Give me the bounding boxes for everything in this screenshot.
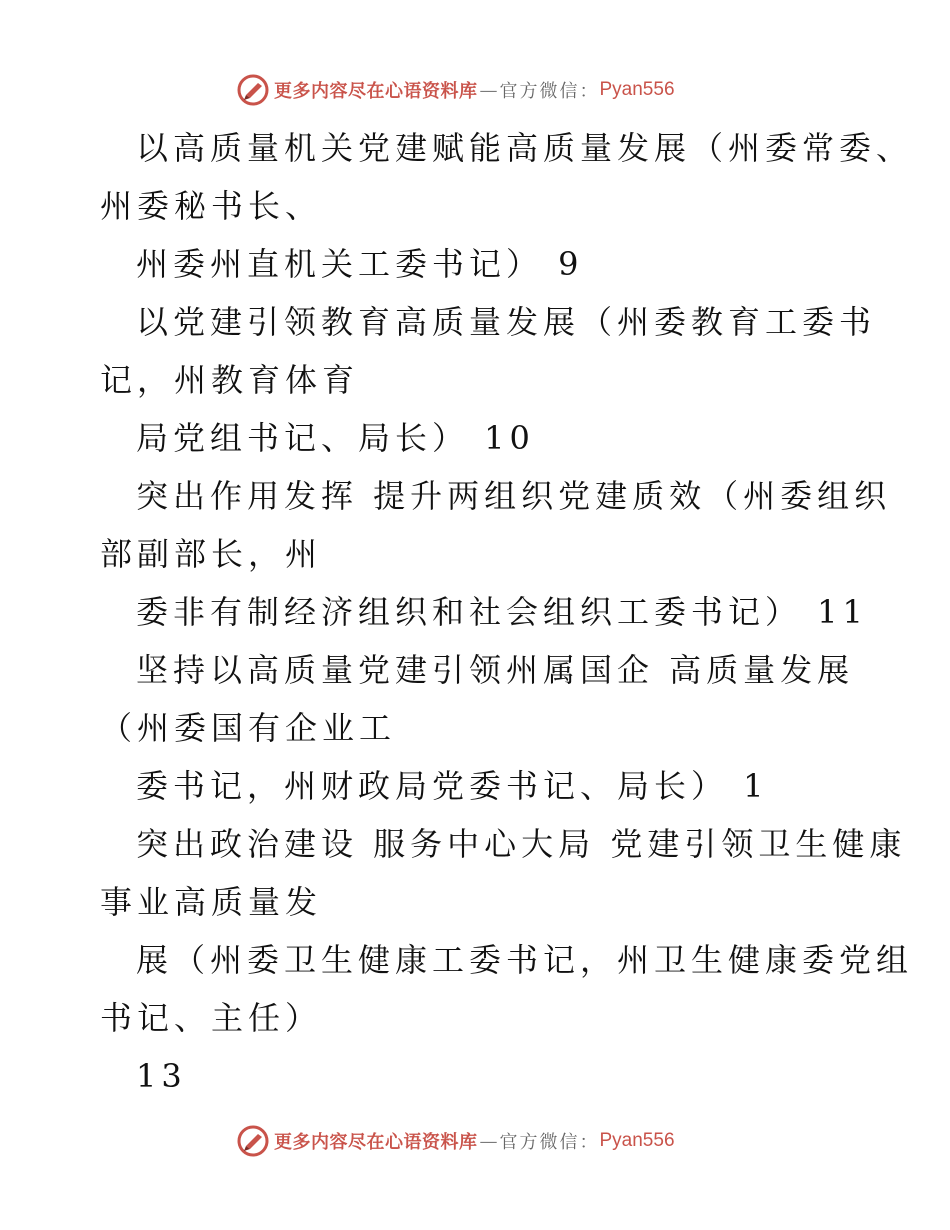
watermark-wechat-id: Pyan556: [599, 1130, 675, 1151]
toc-entry-page: 州委州直机关工委书记） 9: [136, 245, 584, 283]
watermark-wechat-id: Pyan556: [599, 79, 675, 100]
toc-entry-title: 突出作用发挥 提升两组织党建质效（州委组织: [136, 477, 892, 515]
toc-entry-title: 坚持以高质量党建引领州属国企 高质量发展: [136, 651, 855, 689]
toc-entry-continuation: 部副部长，州: [100, 535, 323, 573]
toc-entry-title: 突出政治建设 服务中心大局 党建引领卫生健康: [136, 825, 907, 863]
watermark-wechat-label: 官方微信：: [499, 1132, 600, 1153]
toc-entry-continuation: 记，州教育体育: [100, 361, 360, 399]
toc-entry-page: 13: [136, 1057, 187, 1095]
toc-entry-title: 以高质量机关党建赋能高质量发展（州委常委、: [136, 129, 914, 167]
watermark-wechat-label: 官方微信：: [499, 81, 600, 102]
watermark-separator: —: [479, 1130, 498, 1152]
toc-entry-continuation: 州委秘书长、: [100, 187, 323, 225]
watermark-text: 更多内容尽在心语资料库: [274, 1132, 478, 1153]
toc-entry-page: 委非有制经济组织和社会组织工委书记） 11: [136, 593, 868, 631]
toc-entry-continuation: （州委国有企业工: [100, 709, 397, 747]
watermark-footer: [236, 1124, 675, 1158]
toc-entry-page: 委书记，州财政局党委书记、局长） 1: [136, 767, 769, 805]
watermark-text: 更多内容尽在心语资料库: [274, 81, 478, 102]
toc-entry-continuation: 展（州委卫生健康工委书记，州卫生健康委党组: [136, 941, 914, 979]
watermark-separator: —: [479, 79, 498, 101]
toc-entry-title: 以党建引领教育高质量发展（州委教育工委书: [136, 303, 877, 341]
toc-entry-page: 局党组书记、局长） 10: [136, 419, 535, 457]
toc-entry-continuation: 事业高质量发: [100, 883, 323, 921]
toc-entry-continuation: 书记、主任）: [100, 999, 323, 1037]
pen-circle-logo-icon: [236, 1124, 270, 1158]
